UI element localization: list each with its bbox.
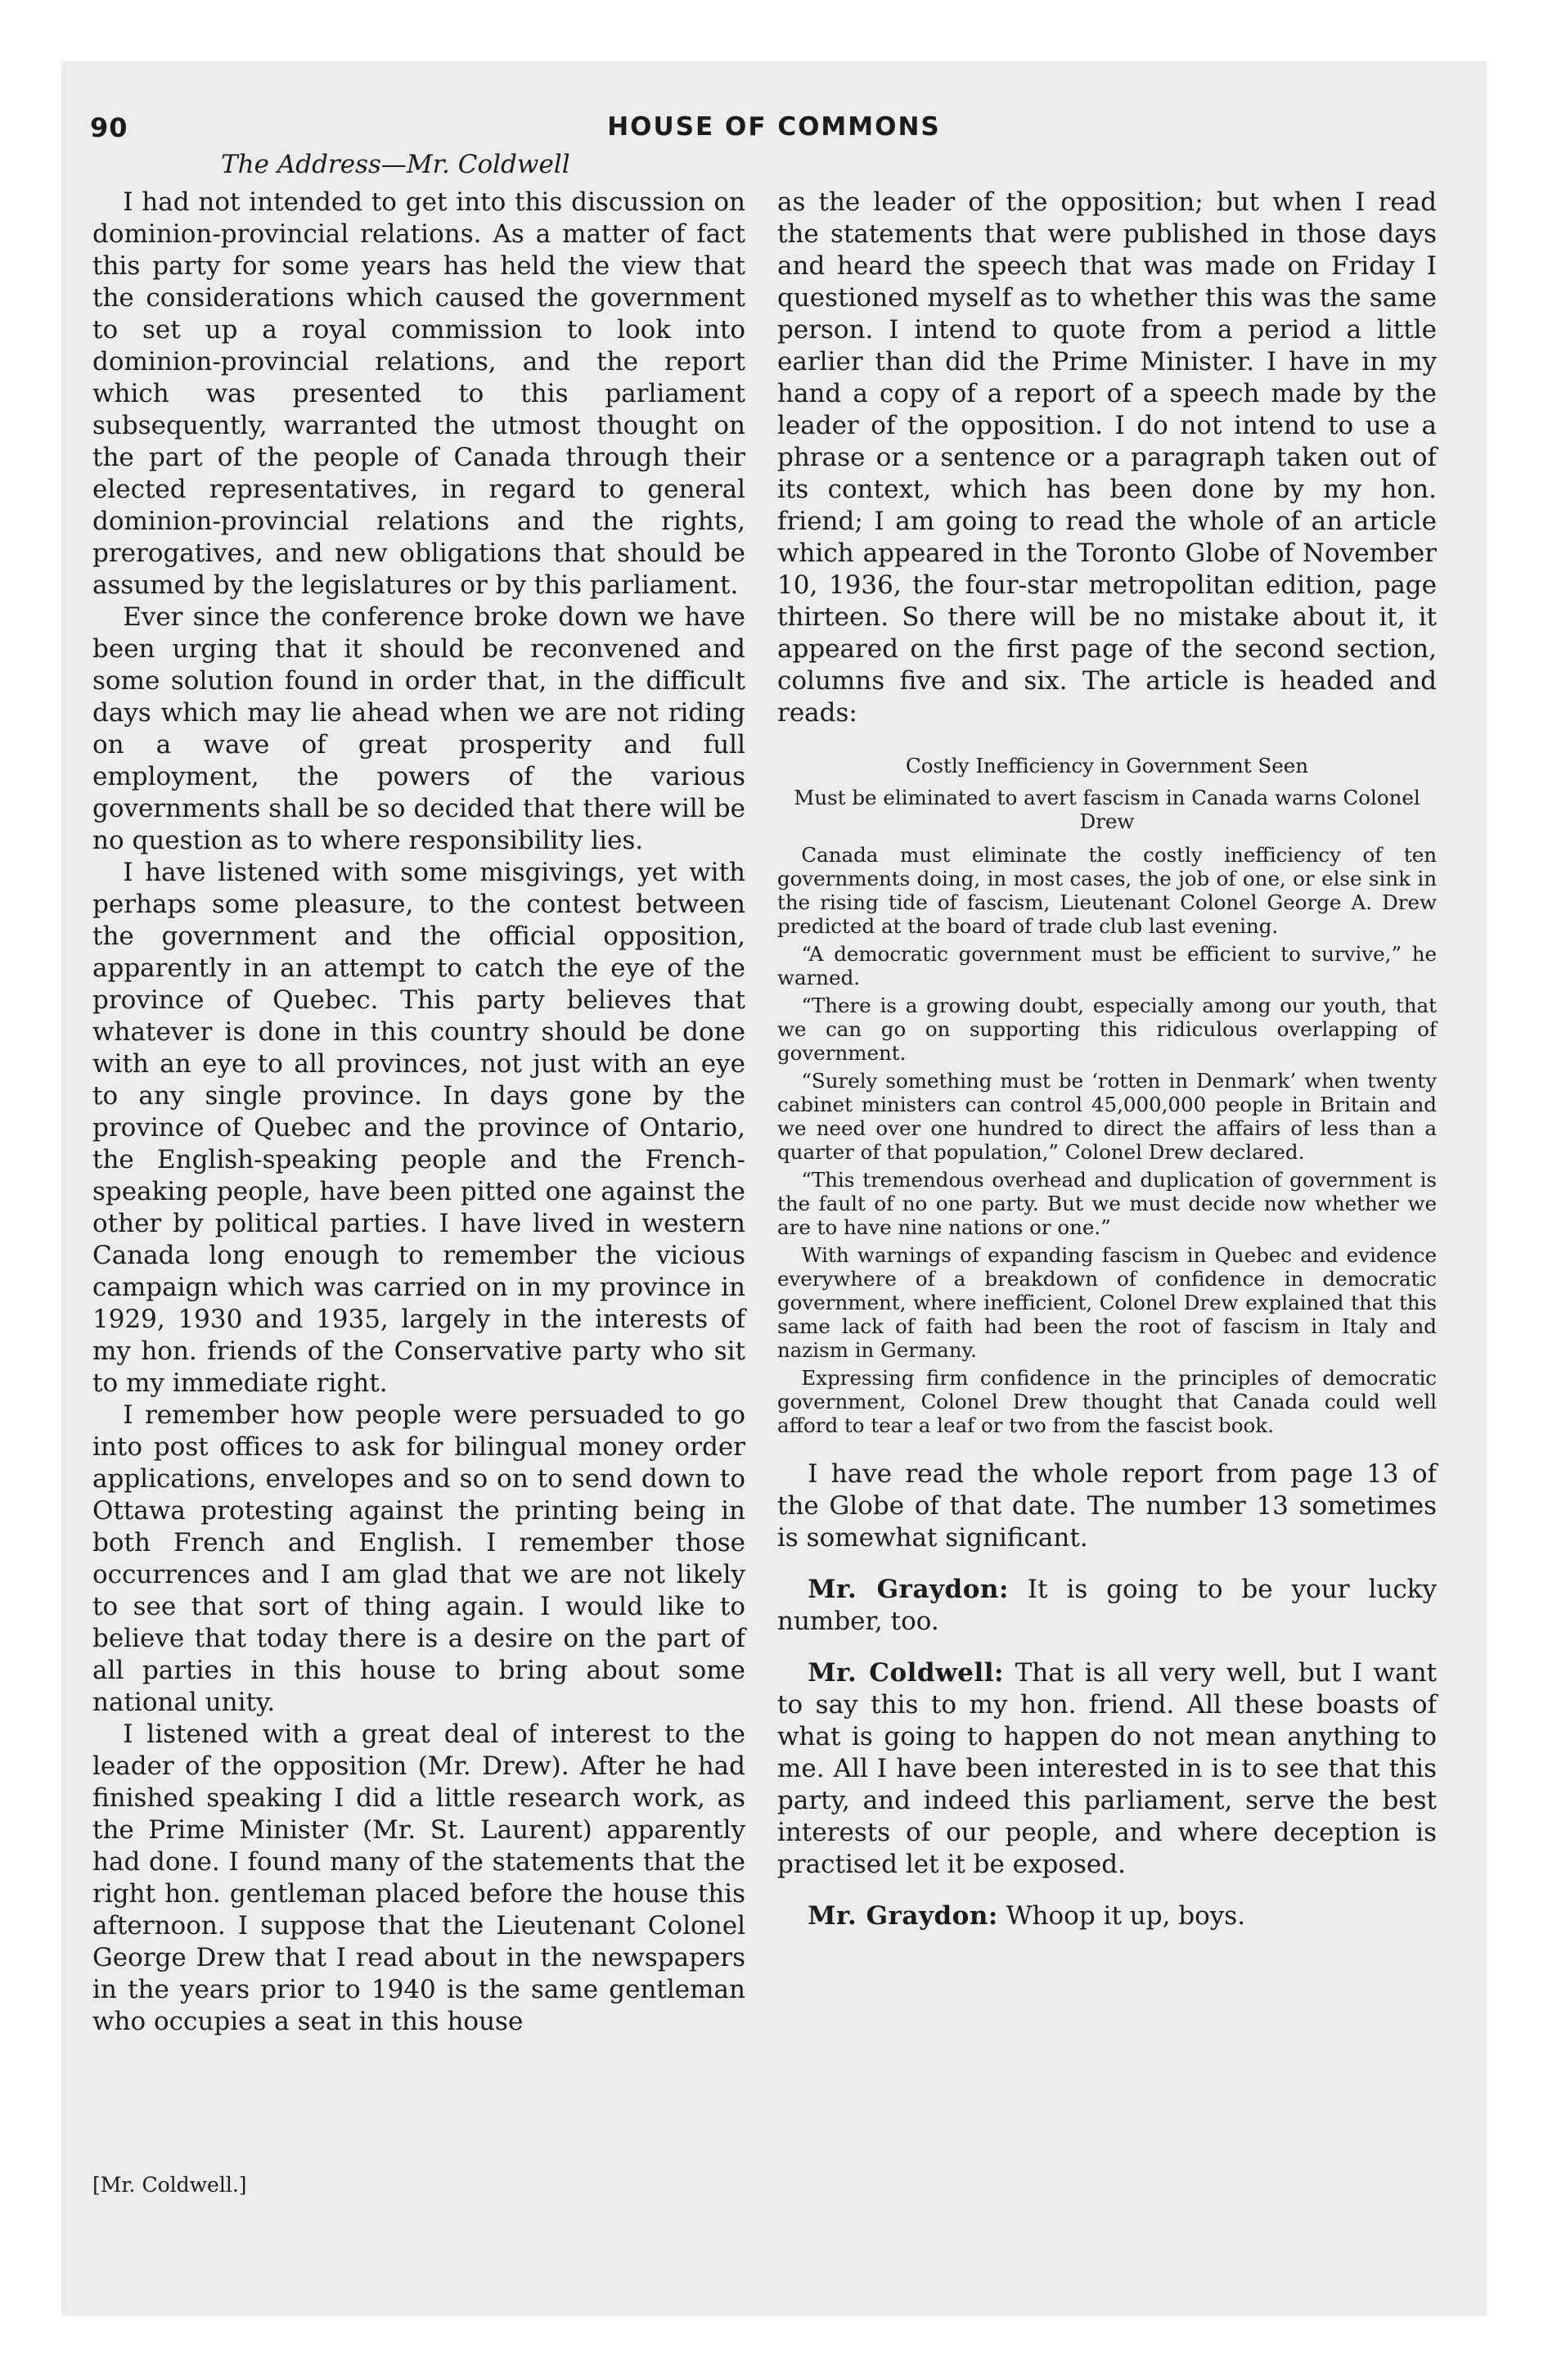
speaker-name: Mr. Graydon: — [808, 1575, 1009, 1604]
quote-paragraph: With warnings of expanding fascism in Quebec and evidence everywhere of a breakdown of confidence in democratic government, where inefficient, Colonel Drew explained that this same lack of faith had been the root of fascism in Italy and nazism in Germany. — [777, 1243, 1437, 1362]
page-number: 90 — [90, 112, 128, 143]
speaker-name: Mr. Coldwell: — [808, 1658, 1004, 1688]
speech-text: Whoop it up, boys. — [1006, 1901, 1246, 1931]
paragraph-after-quote: I have read the whole report from page 13 of the Globe of that date. The number 13 sometimes is somewhat significant. — [777, 1459, 1437, 1553]
paragraph: Ever since the conference broke down we have been urging that it should be reconvened and some solution found in order that, in the difficult days which may lie ahead when we are not riding on a wave of great prosperity and full employment, the powers of the various governments shall be so decided that there will be no question as to where responsibility lies. — [92, 602, 745, 855]
quote-paragraph: Expressing firm confidence in the principles of democratic government, Colonel Drew thought that Canada could well afford to tear a leaf or two from the fascist book. — [777, 1366, 1437, 1437]
running-title: The Address—Mr. Coldwell — [221, 150, 570, 179]
quote-paragraph: “There is a growing doubt, especially among our youth, that we can go on supporting this ridiculous overlapping of government. — [777, 994, 1437, 1065]
left-column — [92, 187, 745, 2038]
exchange-coldwell — [777, 1657, 1437, 1881]
quote-paragraph: Canada must eliminate the costly inefficiency of ten governments doing, in most cases, the job of one, or else sink in the rising tide of fascism, Lieutenant Colonel George A. Drew predicted at the board of trade club last evening. — [777, 843, 1437, 938]
paragraph: I had not intended to get into this discussion on dominion-provincial relations. As a matter of fact this party for some years has held the view that the considerations which caused the government to set up a royal commission to look into dominion-provincial relations, and the report which was presented to this parliament subsequently, warranted the utmost thought on the part of the people of Canada through their elected representatives, in regard to general dominion-provincial relations and the rights, prerogatives, and new obligations that should be assumed by the legislatures or by this parliament. — [92, 187, 745, 600]
paragraph-intro: as the leader of the opposition; but when I read the statements that were published in those days and heard the speech that was made on Friday I questioned myself as to whether this was the same person. I intend to quote from a period a little earlier than did the Prime Minister. I have in my hand a copy of a report of a speech made by the leader of the opposition. I do not intend to use a phrase or a sentence or a paragraph taken out of its context, which has been done by my hon. friend; I am going to read the whole of an article which appeared in the Toronto Globe of November 10, 1936, the four-star metropolitan edition, page thirteen. So there will be no mistake about it, it appeared on the first page of the second section, columns five and six. The article is headed and reads: — [777, 187, 1437, 728]
quote-headline: Costly Inefficiency in Government Seen — [905, 754, 1309, 778]
speaker-name: Mr. Graydon: — [808, 1901, 998, 1931]
quote-paragraph: “Surely something must be ‘rotten in Denmark’ when twenty cabinet ministers can control 45,000,000 people in Britain and we need over one hundred to direct the affairs of less than a quarter of that population,” Colonel Drew declared. — [777, 1069, 1437, 1164]
speech-text: It is going to be your lucky number, too. — [777, 1575, 1437, 1636]
quote-paragraph: “A democratic government must be efficient to survive,” he warned. — [777, 942, 1437, 989]
exchange-graydon-1 — [777, 1574, 1437, 1638]
newspaper-quote — [777, 754, 1437, 1437]
quote-paragraph: “This tremendous overhead and duplication of government is the fault of no one party. But we must decide now whether we are to have nine nations or one.” — [777, 1168, 1437, 1239]
footer-speaker-tag: [Mr. Coldwell.] — [92, 2173, 247, 2197]
paragraph: I listened with a great deal of interest to the leader of the opposition (Mr. Drew). After he had finished speaking I did a little research work, as the Prime Minister (Mr. St. Laurent) apparently had done. I found many of the statements that the right hon. gentleman placed before the house this afternoon. I suppose that the Lieutenant Colonel George Drew that I read about in the newspapers in the years prior to 1940 is the same gentleman who occupies a seat in this house — [92, 1720, 745, 2036]
speech-text: That is all very well, but I want to say this to my hon. friend. All these boasts of what is going to happen do not mean anything to me. All I have been interested in is to see that this party, and indeed this parliament, serve the best interests of our people, and where deception is practised let it be exposed. — [777, 1658, 1437, 1879]
quote-subheadline: Must be eliminated to avert fascism in Canada warns Colonel Drew — [794, 786, 1420, 833]
paragraph: I have listened with some misgivings, yet with perhaps some pleasure, to the contest between the government and the official opposition, apparently in an attempt to catch the eye of the province of Quebec. This party believes that whatever is done in this country should be done with an eye to all provinces, not just with an eye to any single province. In days gone by the province of Quebec and the province of Ontario, the English-speaking people and the French-speaking people, have been pitted one against the other by political parties. I have lived in western Canada long enough to remember the vicious campaign which was carried on in my province in 1929, 1930 and 1935, largely in the interests of my hon. friends of the Conservative party who sit to my immediate right. — [92, 858, 745, 1398]
exchange-graydon-2 — [777, 1900, 1437, 1932]
right-column — [777, 187, 1437, 1932]
paragraph: I remember how people were persuaded to go into post offices to ask for bilingual money order applications, envelopes and so on to send down to Ottawa protesting against the printing being in both French and English. I remember those occurrences and I am glad that we are not likely to see that sort of thing again. I would like to believe that today there is a desire on the part of all parties in this house to bring about some national unity. — [92, 1400, 745, 1717]
page-header-title: HOUSE OF COMMONS — [607, 112, 941, 142]
